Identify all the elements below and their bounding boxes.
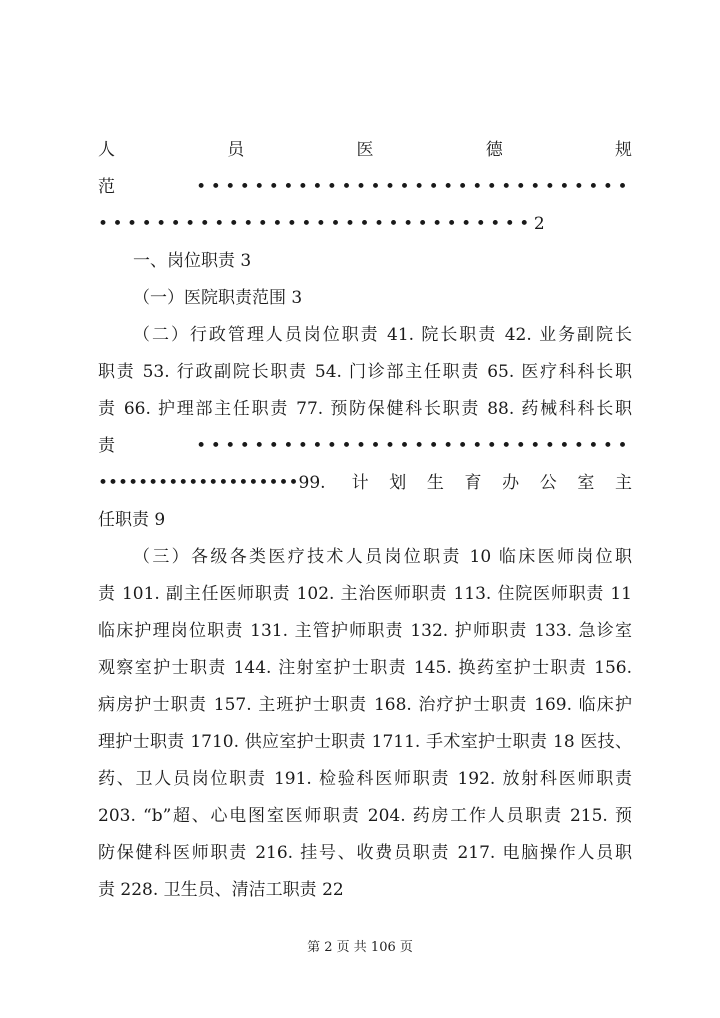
heading-char: 德	[485, 140, 503, 160]
heading-char: 医	[356, 140, 374, 160]
toc-entry-section: 一、岗位职责 3	[133, 251, 252, 271]
toc-entry: （二）行政管理人员岗位职责 41. 院长职责 42. 业务副院长	[133, 325, 632, 345]
toc-line: 观察室护士职责 144. 注射室护士职责 145. 换药室护士职责 156.	[98, 658, 632, 678]
toc-line: 任职责 9	[98, 510, 166, 530]
page-number-footer: 第 2 页 共 106 页	[307, 940, 413, 955]
toc-line: 203. “b”超、心电图室医师职责 204. 药房工作人员职责 215. 预	[98, 806, 632, 826]
heading-char: 规	[615, 140, 632, 160]
toc-line: 责••••••••••••••••••••••••••••••	[98, 436, 632, 456]
toc-line: 责 228. 卫生员、清洁工职责 22	[98, 880, 344, 900]
toc-line: ••••••••••••••••••••••••••••••2	[98, 214, 550, 234]
toc-line: 理护士职责 1710. 供应室护士职责 1711. 手术室护士职责 18 医技、	[98, 732, 632, 752]
toc-entry: （三）各级各类医疗技术人员岗位职责 10 临床医师岗位职	[133, 547, 632, 567]
toc-line: 临床护理岗位职责 131. 主管护师职责 132. 护师职责 133. 急诊室	[98, 621, 632, 641]
toc-line: 职责 53. 行政副院长职责 54. 门诊部主任职责 65. 医疗科科长职	[98, 362, 632, 382]
toc-line: ••••••••••••••••••••99. 计划生育办公室主	[98, 473, 632, 493]
toc-line: 责 66. 护理部主任职责 77. 预防保健科长职责 88. 药械科科长职	[98, 399, 632, 419]
toc-entry: （一）医院职责范围 3	[133, 288, 303, 308]
table-of-contents	[98, 132, 632, 909]
toc-line: 药、卫人员岗位职责 191. 检验科医师职责 192. 放射科医师职责	[98, 769, 632, 789]
heading-char: 员	[227, 140, 245, 160]
toc-line: 责 101. 副主任医师职责 102. 主治医师职责 113. 住院医师职责 11	[98, 584, 632, 604]
heading-char: 人	[98, 140, 115, 160]
toc-line: 防保健科医师职责 216. 挂号、收费员职责 217. 电脑操作人员职	[98, 843, 632, 863]
toc-line: 病房护士职责 157. 主班护士职责 168. 治疗护士职责 169. 临床护	[98, 695, 632, 715]
toc-heading-line	[98, 132, 632, 169]
toc-line: 范••••••••••••••••••••••••••••••	[98, 177, 632, 197]
